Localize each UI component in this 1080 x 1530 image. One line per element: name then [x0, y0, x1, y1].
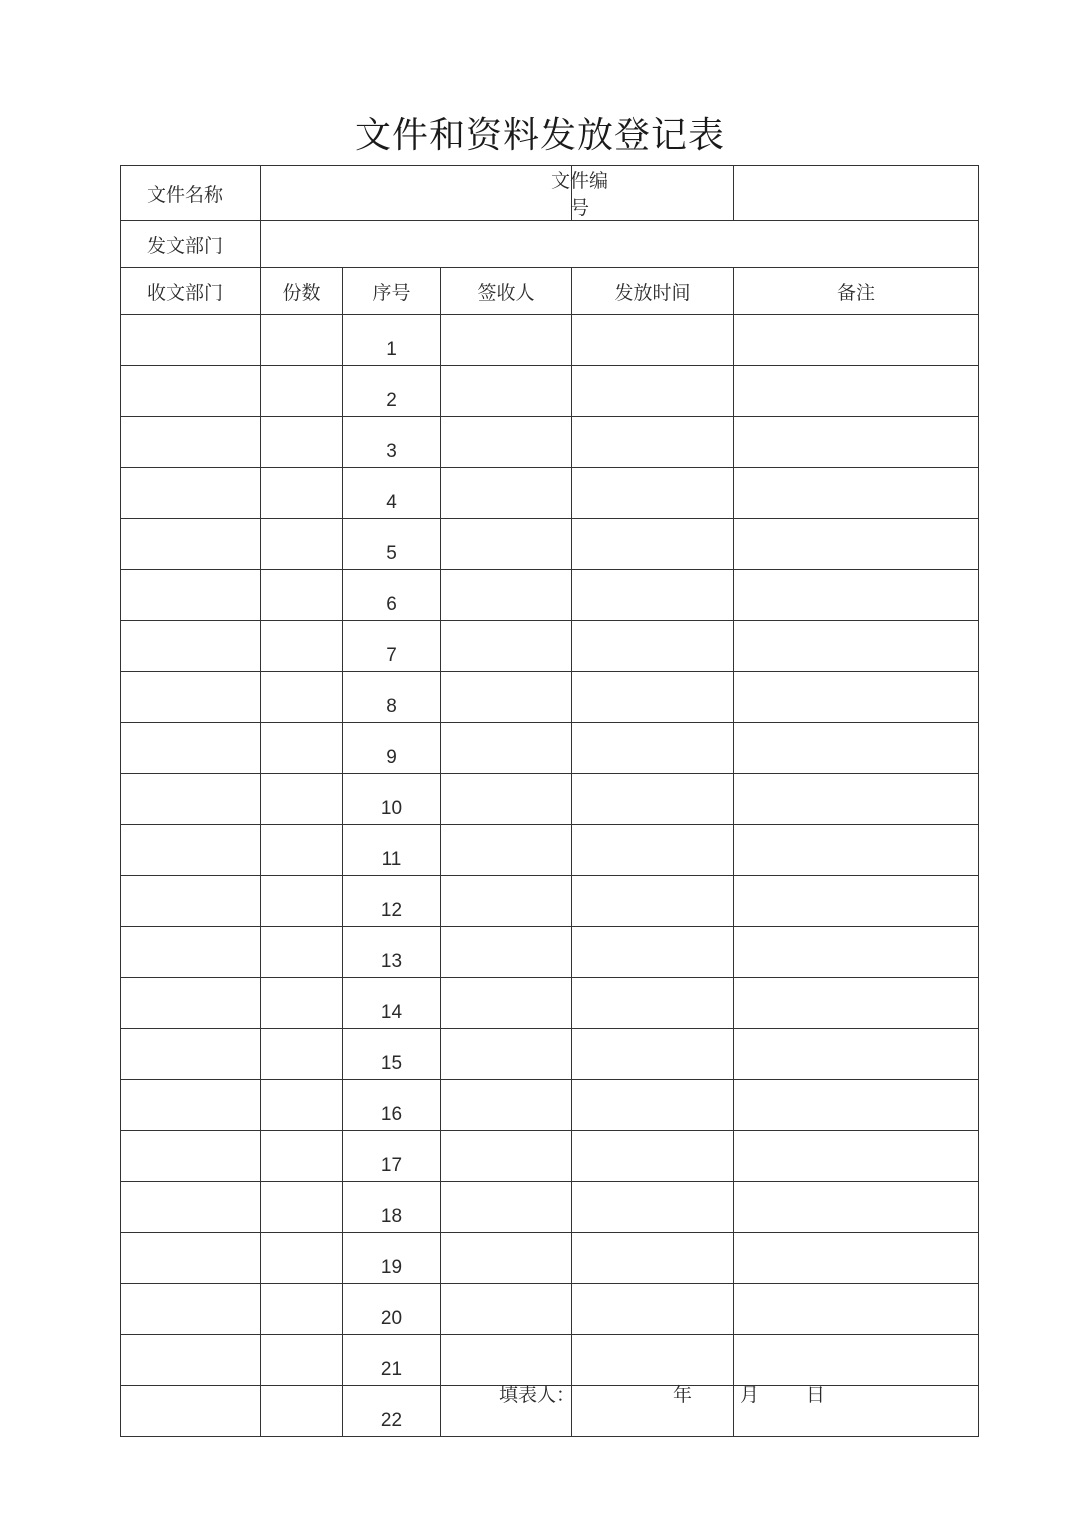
table-row: [121, 1182, 979, 1233]
table-row: [121, 774, 979, 825]
copies-cell[interactable]: [261, 723, 343, 774]
receiving-dept-cell[interactable]: [121, 570, 261, 621]
month-label: 月: [740, 1384, 760, 1406]
issue-time-cell[interactable]: [572, 621, 734, 672]
signer-cell[interactable]: [441, 1233, 572, 1284]
file-number-label: [551, 166, 734, 221]
table-row: [121, 978, 979, 1029]
copies-cell[interactable]: [261, 468, 343, 519]
seq-cell: 20: [343, 1284, 441, 1335]
receiving-dept-cell[interactable]: [121, 468, 261, 519]
issue-time-cell[interactable]: [572, 1233, 734, 1284]
signer-cell[interactable]: [441, 417, 572, 468]
copies-cell[interactable]: [261, 825, 343, 876]
copies-cell[interactable]: [261, 1029, 343, 1080]
column-header-row: [121, 268, 979, 315]
copies-cell[interactable]: [261, 978, 343, 1029]
copies-cell[interactable]: [261, 1284, 343, 1335]
issue-time-cell[interactable]: [572, 825, 734, 876]
remarks-cell[interactable]: [734, 1233, 979, 1284]
receiving-dept-cell[interactable]: [121, 774, 261, 825]
seq-cell: 10: [343, 774, 441, 825]
col-header-issue-time: 发放时间: [572, 268, 734, 315]
filler-label: 填表人：: [499, 1384, 576, 1406]
table-row: [121, 672, 979, 723]
receiving-dept-cell[interactable]: [121, 723, 261, 774]
remarks-cell[interactable]: [734, 723, 979, 774]
remarks-cell[interactable]: [734, 774, 979, 825]
issue-time-cell[interactable]: [572, 672, 734, 723]
seq-cell: 16: [343, 1080, 441, 1131]
receiving-dept-cell[interactable]: [121, 519, 261, 570]
remarks-cell[interactable]: [734, 519, 979, 570]
signer-cell[interactable]: [441, 519, 572, 570]
signer-cell[interactable]: [441, 1029, 572, 1080]
receiving-dept-cell[interactable]: [121, 1335, 261, 1386]
issue-time-cell[interactable]: [572, 519, 734, 570]
signer-cell[interactable]: [441, 825, 572, 876]
copies-cell[interactable]: [261, 774, 343, 825]
copies-cell[interactable]: [261, 417, 343, 468]
seq-cell: 22: [343, 1386, 441, 1437]
issue-time-cell[interactable]: [572, 1284, 734, 1335]
issue-time-cell[interactable]: [572, 876, 734, 927]
issue-time-cell[interactable]: [572, 1182, 734, 1233]
signer-cell[interactable]: [441, 621, 572, 672]
copies-cell[interactable]: [261, 1335, 343, 1386]
issue-time-cell[interactable]: [572, 1029, 734, 1080]
distribution-register-table: [120, 165, 979, 1437]
issue-time-cell[interactable]: [572, 315, 734, 366]
page-title: 文件和资料发放登记表: [354, 115, 725, 156]
file-info-row: [121, 166, 979, 221]
table-row: [121, 876, 979, 927]
col-header-remarks: 备注: [734, 268, 979, 315]
seq-cell: 14: [343, 978, 441, 1029]
receiving-dept-cell[interactable]: [121, 1233, 261, 1284]
copies-cell[interactable]: [261, 876, 343, 927]
copies-cell[interactable]: [261, 1131, 343, 1182]
copies-cell[interactable]: [261, 570, 343, 621]
signer-cell[interactable]: [441, 366, 572, 417]
remarks-cell[interactable]: [734, 366, 979, 417]
copies-cell[interactable]: [261, 366, 343, 417]
file-number-label-text: 文件编号: [551, 170, 609, 219]
issue-time-cell[interactable]: [572, 723, 734, 774]
file-name-label: 文件名称: [121, 166, 261, 221]
seq-cell: 3: [343, 417, 441, 468]
receiving-dept-cell[interactable]: [121, 366, 261, 417]
issue-time-cell[interactable]: [572, 1131, 734, 1182]
copies-cell[interactable]: [261, 1080, 343, 1131]
copies-cell[interactable]: [261, 519, 343, 570]
seq-cell: 12: [343, 876, 441, 927]
seq-cell: 9: [343, 723, 441, 774]
remarks-cell[interactable]: [734, 1182, 979, 1233]
remarks-cell[interactable]: [734, 1080, 979, 1131]
register-body: [121, 166, 979, 1437]
seq-cell: 11: [343, 825, 441, 876]
signer-cell[interactable]: [441, 570, 572, 621]
signer-cell[interactable]: [441, 672, 572, 723]
signer-cell[interactable]: [441, 978, 572, 1029]
receiving-dept-cell[interactable]: [121, 1131, 261, 1182]
table-row: [121, 468, 979, 519]
file-number-field[interactable]: [734, 166, 979, 221]
remarks-cell[interactable]: [734, 315, 979, 366]
seq-cell: 2: [343, 366, 441, 417]
seq-cell: 13: [343, 927, 441, 978]
issue-time-cell[interactable]: [572, 927, 734, 978]
seq-cell: 4: [343, 468, 441, 519]
issue-time-cell[interactable]: [572, 978, 734, 1029]
remarks-cell[interactable]: [734, 570, 979, 621]
table-row: [121, 519, 979, 570]
receiving-dept-cell[interactable]: [121, 927, 261, 978]
issuing-dept-row: [121, 221, 979, 268]
col-header-receiving-dept: 收文部门: [121, 268, 261, 315]
receiving-dept-cell[interactable]: [121, 621, 261, 672]
copies-cell[interactable]: [261, 1233, 343, 1284]
signer-cell[interactable]: [441, 1335, 572, 1386]
signer-cell[interactable]: [441, 1131, 572, 1182]
copies-cell[interactable]: [261, 621, 343, 672]
receiving-dept-cell[interactable]: [121, 417, 261, 468]
seq-cell: 19: [343, 1233, 441, 1284]
issue-time-cell[interactable]: [572, 774, 734, 825]
signer-cell[interactable]: [441, 1080, 572, 1131]
signer-cell[interactable]: [441, 723, 572, 774]
table-row: [121, 1029, 979, 1080]
remarks-cell[interactable]: [734, 468, 979, 519]
file-name-field[interactable]: [261, 166, 572, 221]
table-row: [121, 927, 979, 978]
seq-cell: 6: [343, 570, 441, 621]
table-row: [121, 1080, 979, 1131]
issue-time-cell[interactable]: [572, 1335, 734, 1386]
seq-cell: 7: [343, 621, 441, 672]
remarks-cell[interactable]: [734, 1029, 979, 1080]
receiving-dept-cell[interactable]: [121, 978, 261, 1029]
receiving-dept-cell[interactable]: [121, 1182, 261, 1233]
table-row: [121, 570, 979, 621]
table-row: [121, 621, 979, 672]
copies-cell[interactable]: [261, 672, 343, 723]
remarks-cell[interactable]: [734, 1284, 979, 1335]
col-header-seq: 序号: [343, 268, 441, 315]
year-label: 年: [673, 1384, 693, 1406]
table-row: [121, 1284, 979, 1335]
seq-cell: 1: [343, 315, 441, 366]
col-header-copies: 份数: [261, 268, 343, 315]
table-row: [121, 723, 979, 774]
seq-cell: 15: [343, 1029, 441, 1080]
col-header-signer: 签收人: [441, 268, 572, 315]
remarks-cell[interactable]: [734, 417, 979, 468]
signer-cell[interactable]: [441, 1182, 572, 1233]
remarks-cell[interactable]: [734, 621, 979, 672]
signer-cell[interactable]: [441, 1284, 572, 1335]
signer-cell[interactable]: [441, 315, 572, 366]
seq-cell: 8: [343, 672, 441, 723]
table-row: [121, 1131, 979, 1182]
remarks-cell[interactable]: [734, 825, 979, 876]
seq-cell: 18: [343, 1182, 441, 1233]
issue-time-cell[interactable]: [572, 570, 734, 621]
table-row: [121, 366, 979, 417]
signer-cell[interactable]: [441, 774, 572, 825]
seq-cell: 21: [343, 1335, 441, 1386]
signer-cell[interactable]: [441, 876, 572, 927]
issue-time-cell[interactable]: [572, 468, 734, 519]
remarks-cell[interactable]: [734, 1335, 979, 1386]
table-row: [121, 1335, 979, 1386]
day-label: 日: [806, 1384, 826, 1406]
remarks-cell[interactable]: [734, 1131, 979, 1182]
remarks-cell[interactable]: [734, 978, 979, 1029]
signer-cell[interactable]: [441, 927, 572, 978]
receiving-dept-cell[interactable]: [121, 825, 261, 876]
signer-cell[interactable]: [441, 468, 572, 519]
copies-cell[interactable]: [261, 927, 343, 978]
table-row: [121, 417, 979, 468]
table-row: [121, 825, 979, 876]
issue-time-cell[interactable]: [572, 366, 734, 417]
footer: [0, 1380, 1080, 1410]
copies-cell[interactable]: [261, 315, 343, 366]
copies-cell[interactable]: [261, 1182, 343, 1233]
issuing-dept-label: 发文部门: [121, 221, 261, 268]
remarks-cell[interactable]: [734, 876, 979, 927]
seq-cell: 17: [343, 1131, 441, 1182]
issuing-dept-field[interactable]: [261, 221, 979, 268]
receiving-dept-cell[interactable]: [121, 672, 261, 723]
remarks-cell[interactable]: [734, 672, 979, 723]
table-row: [121, 315, 979, 366]
seq-cell: 5: [343, 519, 441, 570]
table-row: [121, 1233, 979, 1284]
receiving-dept-cell[interactable]: [121, 1029, 261, 1080]
remarks-cell[interactable]: [734, 927, 979, 978]
issue-time-cell[interactable]: [572, 417, 734, 468]
issue-time-cell[interactable]: [572, 1080, 734, 1131]
receiving-dept-cell[interactable]: [121, 1284, 261, 1335]
receiving-dept-cell[interactable]: [121, 1080, 261, 1131]
receiving-dept-cell[interactable]: [121, 315, 261, 366]
receiving-dept-cell[interactable]: [121, 876, 261, 927]
